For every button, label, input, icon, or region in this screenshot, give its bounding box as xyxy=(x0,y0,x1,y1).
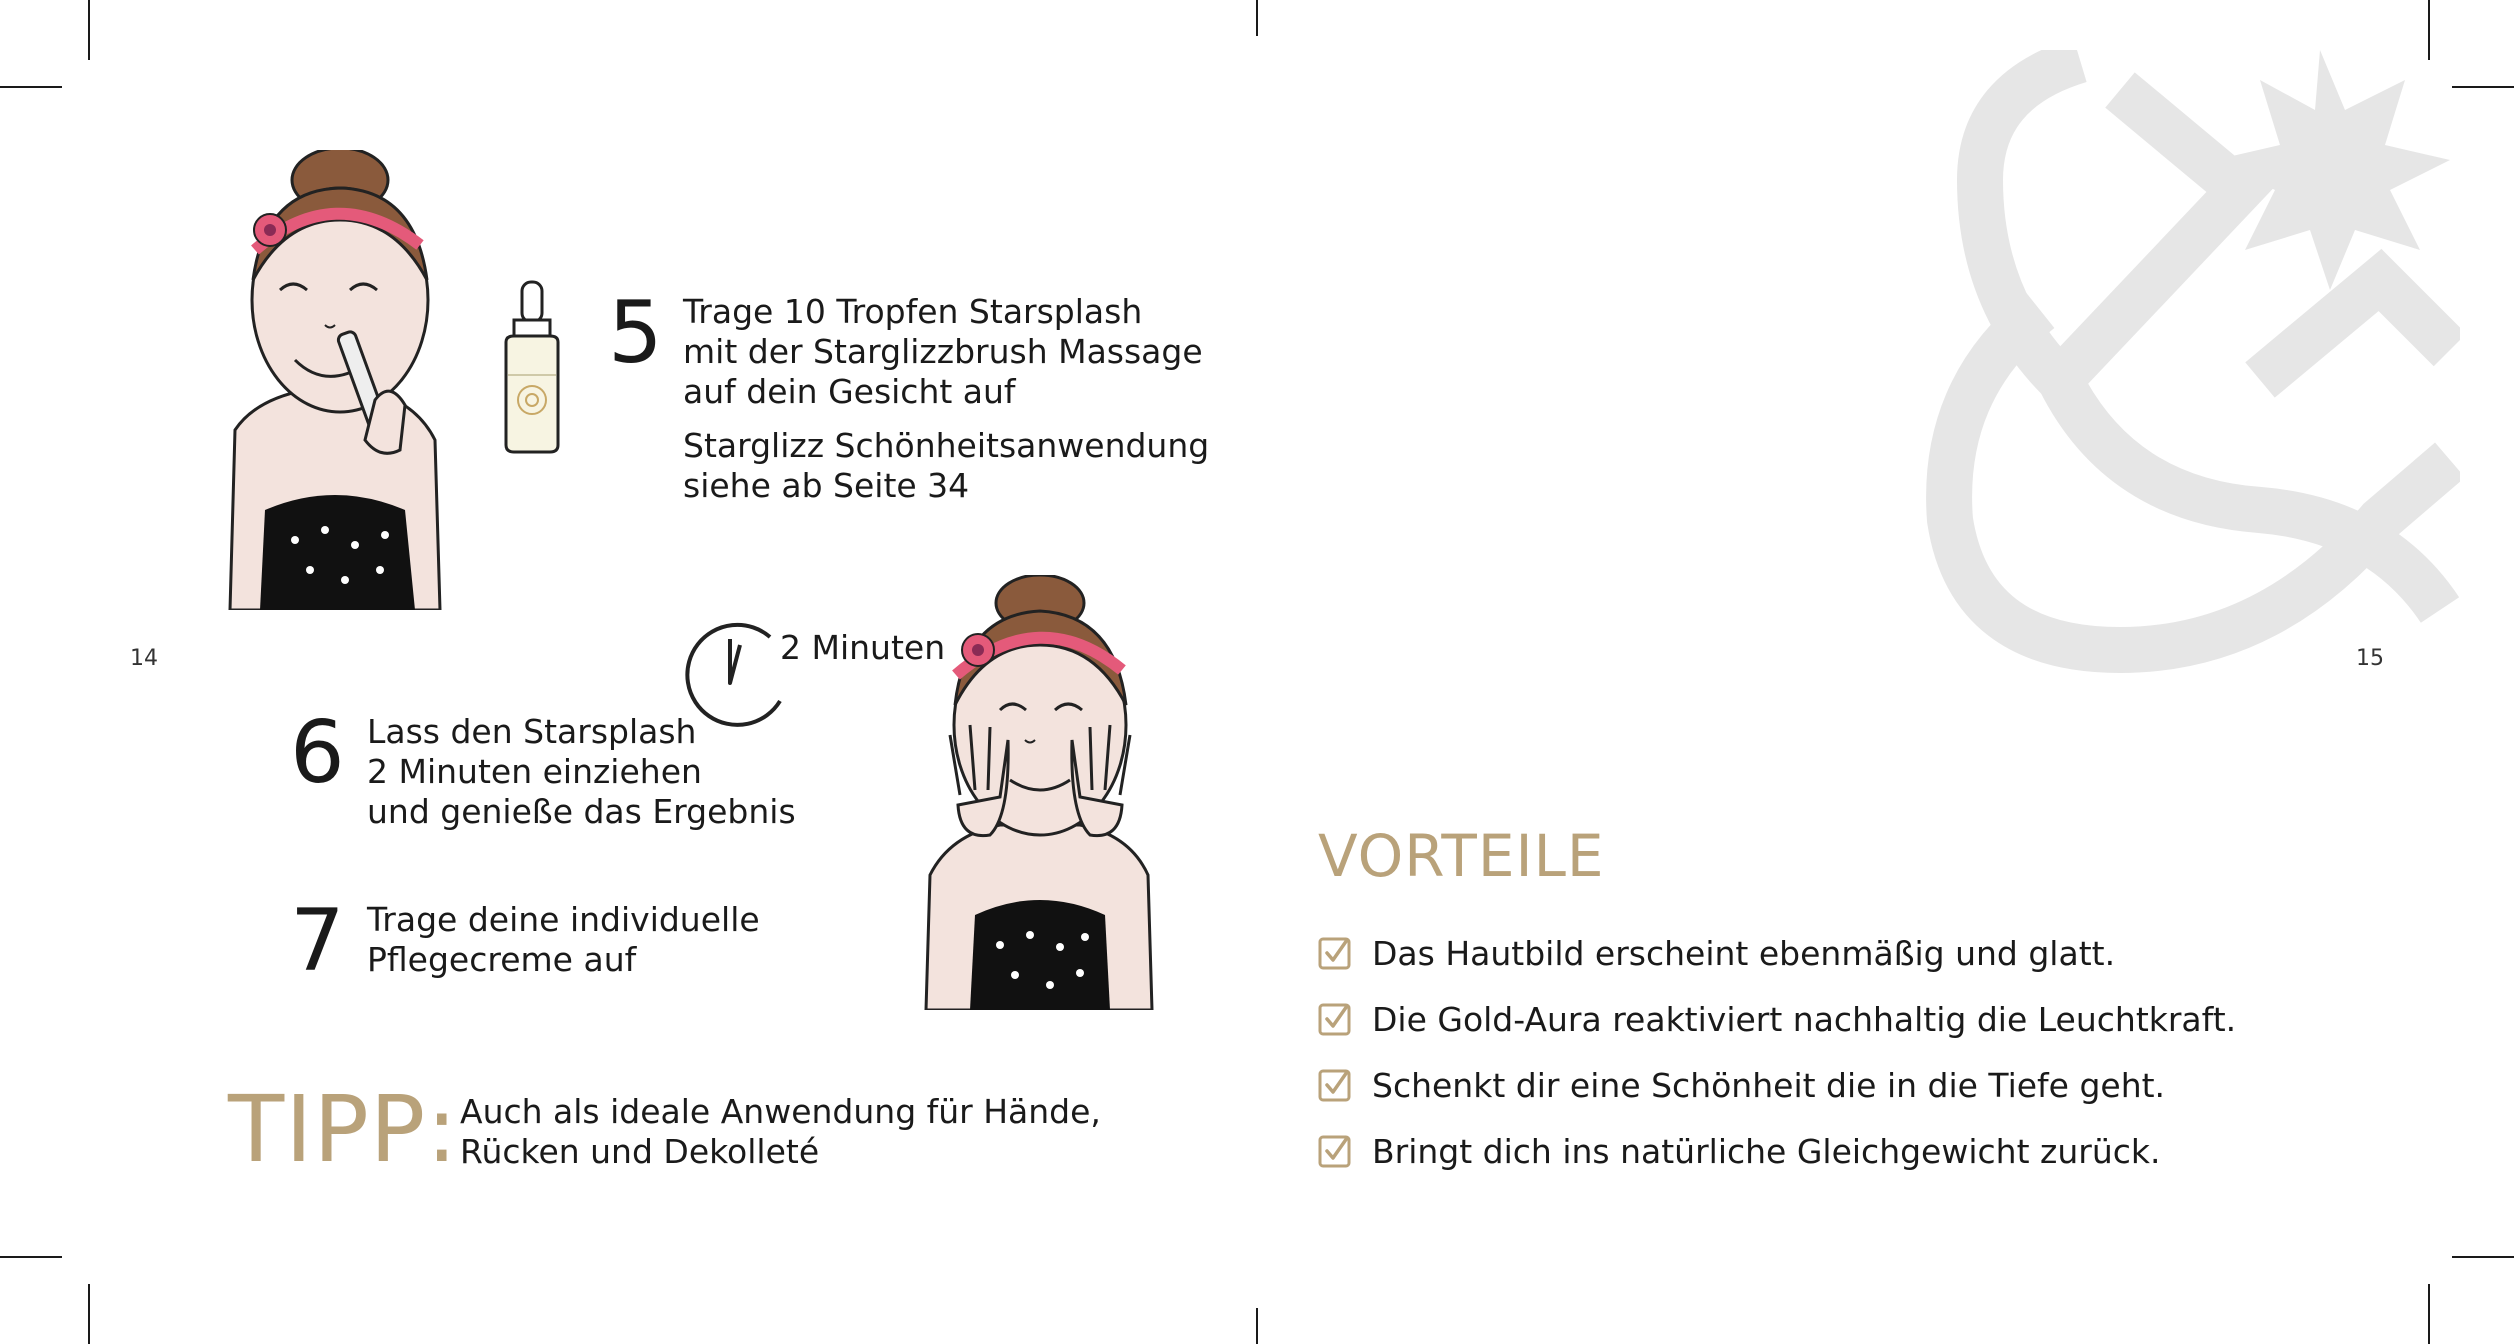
crop-mark xyxy=(2452,86,2514,88)
checkbox-checked-icon xyxy=(1318,1134,1352,1168)
step-7-number: 7 xyxy=(290,891,345,991)
crop-mark xyxy=(1256,0,1258,36)
benefit-item xyxy=(1318,1118,2236,1184)
crop-mark xyxy=(2452,1256,2514,1258)
step-5-note: Starglizz Schönheitsanwendung siehe ab Seite 34 xyxy=(683,426,1210,505)
timer-label: 2 Minuten xyxy=(780,628,946,667)
step-6-text: Lass den Starsplash 2 Minuten einziehen und genieße das Ergebnis xyxy=(367,712,796,831)
checkbox-checked-icon xyxy=(1318,936,1352,970)
benefits-list xyxy=(1318,920,2236,1184)
girl-brush-illustration xyxy=(215,150,455,610)
checkbox-checked-icon xyxy=(1318,1068,1352,1102)
checkbox-checked-icon xyxy=(1318,1002,1352,1036)
step-5-number: 5 xyxy=(608,283,663,383)
benefit-item xyxy=(1318,920,2236,986)
serum-bottle-icon xyxy=(500,280,564,455)
crop-mark xyxy=(88,0,90,60)
step-6-number: 6 xyxy=(290,703,345,803)
crop-mark xyxy=(88,1284,90,1344)
brand-watermark-icon xyxy=(1820,50,2460,690)
step-5-text: Trage 10 Tropfen Starsplash mit der Starglizzbrush Massage auf dein Gesicht auf xyxy=(683,292,1203,411)
benefit-text: Schenkt dir eine Schönheit die in die Tiefe geht. xyxy=(1372,1065,2166,1105)
tipp-text: Auch als ideale Anwendung für Hände, Rücken und Dekolleté xyxy=(460,1092,1101,1171)
page-number-left: 14 xyxy=(130,646,158,671)
vorteile-title: VORTEILE xyxy=(1318,822,1605,890)
benefit-text: Bringt dich ins natürliche Gleichgewicht zurück. xyxy=(1372,1131,2161,1171)
crop-mark xyxy=(2428,1284,2430,1344)
page-number-right: 15 xyxy=(2356,646,2384,671)
girl-hands-illustration xyxy=(920,575,1160,1010)
crop-mark xyxy=(0,86,62,88)
benefit-item xyxy=(1318,1052,2236,1118)
crop-mark xyxy=(1256,1308,1258,1344)
benefit-item xyxy=(1318,986,2236,1052)
step-7-text: Trage deine individuelle Pflegecreme auf xyxy=(367,900,760,979)
benefit-text: Die Gold-Aura reaktiviert nachhaltig die Leuchtkraft. xyxy=(1372,999,2237,1039)
tipp-label: TIPP: xyxy=(228,1076,459,1183)
crop-mark xyxy=(0,1256,62,1258)
benefit-text: Das Hautbild erscheint ebenmäßig und glatt. xyxy=(1372,933,2116,973)
